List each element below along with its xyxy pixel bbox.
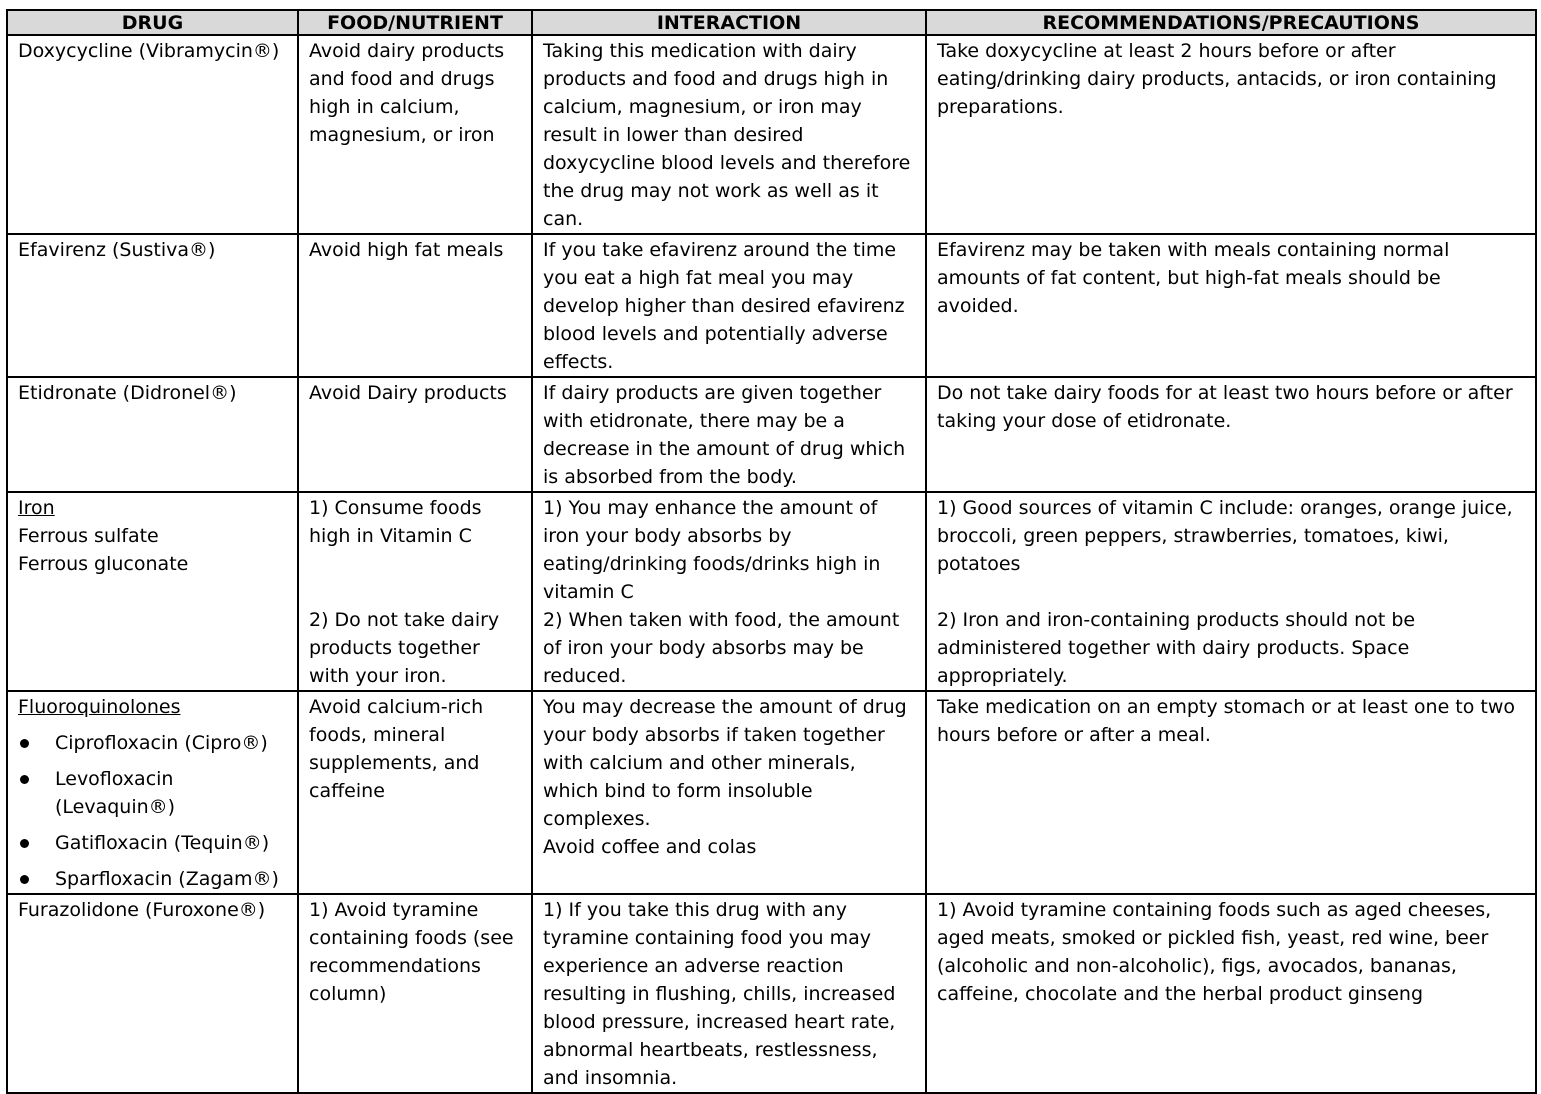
drug-name: Gatifloxacin (Tequin®) — [55, 832, 270, 854]
drug-name: Levofloxacin (Levaquin®) — [55, 768, 176, 818]
list-item — [18, 829, 287, 857]
table-row — [7, 377, 1536, 492]
interaction-item: Avoid coffee and colas — [543, 836, 757, 858]
list-item — [18, 765, 287, 821]
drug-cell: Etidronate (Didronel®) — [7, 377, 298, 492]
food-cell: Avoid high fat meals — [298, 234, 532, 377]
drug-list — [18, 729, 287, 893]
header-interaction: INTERACTION — [532, 10, 926, 35]
list-item — [18, 865, 287, 893]
header-drug: DRUG — [7, 10, 298, 35]
food-item: 1) Consume foods high in Vitamin C — [309, 497, 482, 547]
table-row — [7, 492, 1536, 691]
recommendation-cell: 1) Avoid tyramine containing foods such as aged cheeses, aged meats, smoked or pickled fish, yeast, red wine, beer (alcoholic and non-alcoholic), figs, avocados, bananas, caffeine, chocolate and the herbal product ginseng — [926, 894, 1536, 1093]
header-recommendations: RECOMMENDATIONS/PRECAUTIONS — [926, 10, 1536, 35]
header-food-nutrient: FOOD/NUTRIENT — [298, 10, 532, 35]
list-item — [18, 729, 287, 757]
drug-food-interaction-table — [6, 9, 1537, 1094]
drug-cell — [7, 691, 298, 894]
header-row — [7, 10, 1536, 35]
drug-line: Ferrous sulfate — [18, 525, 159, 547]
interaction-cell — [532, 691, 926, 894]
food-cell: 1) Avoid tyramine containing foods (see recommendations column) — [298, 894, 532, 1093]
drug-heading: Iron — [18, 497, 55, 519]
interaction-cell: Taking this medication with dairy products and food and drugs high in calcium, magnesium, or iron may result in lower than desired doxycycline blood levels and therefore the drug may not work as well as it can. — [532, 35, 926, 234]
table-row — [7, 35, 1536, 234]
recommendation-item: 1) Good sources of vitamin C include: oranges, orange juice, broccoli, green peppers, strawberries, tomatoes, kiwi, potatoes — [937, 497, 1513, 575]
food-cell: Avoid dairy products and food and drugs high in calcium, magnesium, or iron — [298, 35, 532, 234]
drug-cell: Furazolidone (Furoxone®) — [7, 894, 298, 1093]
interaction-item: You may decrease the amount of drug your body absorbs if taken together with calcium and other minerals, which bind to form insoluble complexes. — [543, 696, 907, 830]
drug-cell: Doxycycline (Vibramycin®) — [7, 35, 298, 234]
drug-line: Ferrous gluconate — [18, 553, 189, 575]
table-row — [7, 894, 1536, 1093]
drug-cell — [7, 492, 298, 691]
recommendation-cell: Do not take dairy foods for at least two hours before or after taking your dose of etidronate. — [926, 377, 1536, 492]
spacer — [937, 578, 1525, 606]
table-row — [7, 234, 1536, 377]
bullet-icon — [20, 875, 29, 884]
bullet-icon — [20, 739, 29, 748]
drug-heading: Fluoroquinolones — [18, 696, 181, 718]
table-row — [7, 691, 1536, 894]
interaction-cell: If dairy products are given together with etidronate, there may be a decrease in the amount of drug which is absorbed from the body. — [532, 377, 926, 492]
drug-name: Sparfloxacin (Zagam®) — [55, 868, 279, 890]
interaction-item: 1) You may enhance the amount of iron your body absorbs by eating/drinking foods/drinks high in vitamin C — [543, 497, 881, 603]
food-cell — [298, 492, 532, 691]
recommendation-cell: Take doxycycline at least 2 hours before or after eating/drinking dairy products, antacids, or iron containing preparations. — [926, 35, 1536, 234]
bullet-icon — [20, 839, 29, 848]
recommendation-cell: Efavirenz may be taken with meals containing normal amounts of fat content, but high-fat meals should be avoided. — [926, 234, 1536, 377]
interaction-item: 2) When taken with food, the amount of iron your body absorbs may be reduced. — [543, 609, 900, 687]
recommendation-item: 2) Iron and iron-containing products should not be administered together with dairy products. Space appropriately. — [937, 609, 1416, 687]
interaction-cell: 1) If you take this drug with any tyramine containing food you may experience an adverse reaction resulting in flushing, chills, increased blood pressure, increased heart rate, abnormal heartbeats, restlessness, and insomnia. — [532, 894, 926, 1093]
spacer — [309, 550, 521, 606]
food-cell: Avoid Dairy products — [298, 377, 532, 492]
food-cell: Avoid calcium-rich foods, mineral supplements, and caffeine — [298, 691, 532, 894]
recommendation-cell: Take medication on an empty stomach or at least one to two hours before or after a meal. — [926, 691, 1536, 894]
drug-cell: Efavirenz (Sustiva®) — [7, 234, 298, 377]
drug-name: Ciprofloxacin (Cipro®) — [55, 732, 268, 754]
bullet-icon — [20, 775, 29, 784]
recommendation-cell — [926, 492, 1536, 691]
interaction-cell: If you take efavirenz around the time you eat a high fat meal you may develop higher than desired efavirenz blood levels and potentially adverse effects. — [532, 234, 926, 377]
food-item: 2) Do not take dairy products together with your iron. — [309, 609, 500, 687]
interaction-cell — [532, 492, 926, 691]
